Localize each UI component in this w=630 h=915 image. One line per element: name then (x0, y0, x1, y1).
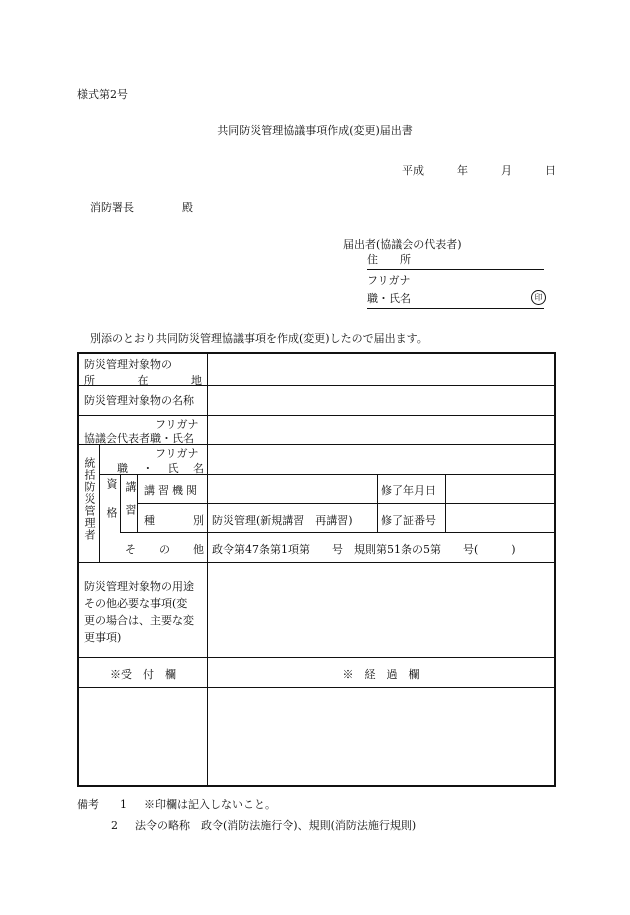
supervisor-name-value[interactable] (208, 445, 554, 474)
date-era: 平成 (402, 164, 424, 177)
applicant-address-label: 住 所 (367, 253, 411, 266)
notes-item-2 (111, 817, 416, 833)
council-furigana-label: フリガナ (155, 418, 199, 431)
course-org-label: 講習機関 (144, 484, 200, 497)
date-day-unit: 日 (545, 164, 556, 177)
certificate-number-label: 修了証番号 (381, 514, 436, 527)
note-number: 1 (120, 798, 127, 811)
other-value[interactable]: 政令第47条第1項第 号 規則第51条の5第 号( ) (212, 543, 516, 556)
seal-icon: 印 (531, 290, 546, 305)
council-rep-value[interactable] (208, 416, 554, 444)
applicant-furigana-label: フリガナ (367, 274, 411, 287)
supervisor-group-label: 統括防災管理者 (83, 457, 96, 541)
property-name-value[interactable] (208, 386, 554, 415)
progress-box (208, 688, 554, 787)
completion-date-label: 修了年月日 (381, 484, 436, 497)
row-divider (79, 657, 554, 658)
supervisor-name-label: 職 ・ 氏 名 (117, 462, 204, 475)
reception-header: ※受 付 欄 (110, 668, 176, 681)
applicant-name-row[interactable] (367, 290, 544, 309)
location-label-line1: 防災管理対象物の (84, 358, 172, 371)
date-line (402, 162, 556, 178)
location-value[interactable] (208, 354, 554, 385)
use-label: 防災管理対象物の用途 その他必要な事項(変 更の場合は、主要な変 更事項) (84, 580, 194, 644)
type-value[interactable]: 防災管理(新規講習 再講習) (212, 514, 353, 527)
addressee (90, 199, 193, 215)
certificate-number-value[interactable] (446, 504, 554, 532)
form-number: 様式第2号 (77, 88, 128, 101)
date-year-unit: 年 (457, 164, 468, 177)
location-label-line2: 所 在 地 (84, 374, 202, 387)
note-number: 2 (111, 819, 118, 832)
council-rep-label: 協議会代表者職・氏名 (84, 432, 194, 445)
date-month-unit: 月 (501, 164, 512, 177)
recipient-title: 消防署長 (90, 201, 134, 214)
applicant-furigana-row[interactable] (367, 272, 544, 290)
document-title: 共同防災管理協議事項作成(変更)届出書 (217, 124, 413, 137)
applicant-heading: 届出者(協議会の代表者) (343, 238, 462, 251)
qualification-label: 資格 (105, 478, 118, 536)
property-name-label: 防災管理対象物の名称 (84, 394, 194, 407)
supervisor-group-divider (99, 444, 100, 562)
use-value[interactable] (208, 563, 554, 657)
qualification-divider (120, 474, 121, 532)
course-org-value[interactable] (208, 475, 377, 503)
type-label: 種 別 (144, 514, 204, 527)
other-label: そ の 他 (125, 543, 204, 556)
applicant-name-label: 職・氏名 (367, 292, 411, 305)
reception-box (79, 688, 207, 787)
applicant-address-row[interactable] (367, 251, 544, 270)
honorific: 殿 (182, 201, 193, 214)
declaration-text: 別添のとおり共同防災管理協議事項を作成(変更)したので届出ます。 (90, 332, 428, 345)
row-divider (120, 532, 554, 533)
notes-label: 備考 (77, 798, 99, 811)
note-text: 法令の略称 政令(消防法施行令)、規則(消防法施行規則) (135, 819, 417, 832)
completion-date-value[interactable] (446, 475, 554, 503)
form-table (77, 352, 556, 787)
notes (77, 796, 276, 812)
location-label (84, 356, 204, 388)
note-text: ※印欄は記入しないこと。 (144, 798, 276, 811)
progress-header: ※ 経 過 欄 (342, 668, 420, 681)
supervisor-furigana-label: フリガナ (155, 447, 199, 460)
course-label: 講習 (124, 481, 137, 527)
